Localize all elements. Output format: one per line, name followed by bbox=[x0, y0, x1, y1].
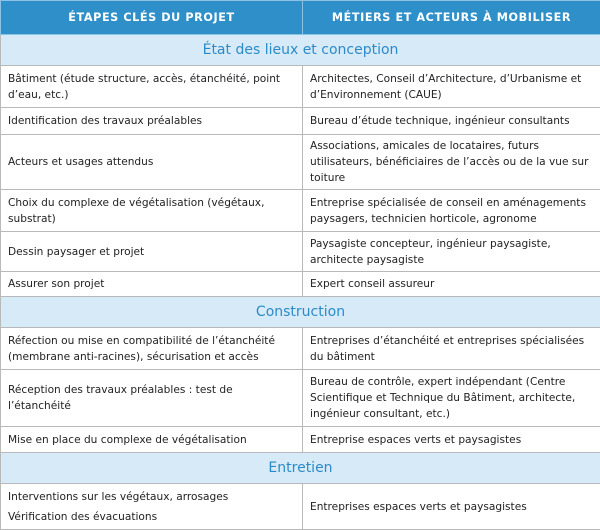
table-row bbox=[1, 484, 600, 530]
table-row bbox=[1, 427, 600, 453]
step-cell: Assurer son projet bbox=[1, 272, 303, 297]
step-cell: Mise en place du complexe de végétalisation bbox=[1, 427, 303, 453]
actors-cell: Entreprises d’étanchéité et entreprises spécialisées du bâtiment bbox=[303, 328, 600, 370]
table-row bbox=[1, 66, 600, 108]
step-line: Vérification des évacuations bbox=[8, 509, 295, 525]
table-row bbox=[1, 370, 600, 427]
header-actors: MÉTIERS ET ACTEURS À MOBILISER bbox=[303, 1, 600, 35]
actors-cell: Associations, amicales de locataires, futurs utilisateurs, bénéficiaires de l’accès ou de la vue sur toiture bbox=[303, 135, 600, 190]
step-cell: Dessin paysager et projet bbox=[1, 232, 303, 272]
step-cell: Bâtiment (étude structure, accès, étanchéité, point d’eau, etc.) bbox=[1, 66, 303, 108]
table-row bbox=[1, 232, 600, 272]
table-row bbox=[1, 190, 600, 232]
actors-cell: Entreprises espaces verts et paysagistes bbox=[303, 484, 600, 530]
step-cell: Choix du complexe de végétalisation (végétaux, substrat) bbox=[1, 190, 303, 232]
table-row bbox=[1, 328, 600, 370]
section-row bbox=[1, 297, 600, 328]
actors-cell: Expert conseil assureur bbox=[303, 272, 600, 297]
step-cell: Identification des travaux préalables bbox=[1, 108, 303, 135]
header-row bbox=[1, 1, 600, 35]
actors-cell: Entreprise espaces verts et paysagistes bbox=[303, 427, 600, 453]
step-cell: Réception des travaux préalables : test de l’étanchéité bbox=[1, 370, 303, 427]
section-construction: Construction bbox=[1, 297, 600, 328]
step-line: Interventions sur les végétaux, arrosages bbox=[8, 489, 295, 505]
actors-cell: Bureau d’étude technique, ingénieur consultants bbox=[303, 108, 600, 135]
step-cell: Réfection ou mise en compatibilité de l’étanchéité (membrane anti-racines), sécurisation et accès bbox=[1, 328, 303, 370]
step-cell: Acteurs et usages attendus bbox=[1, 135, 303, 190]
section-row bbox=[1, 453, 600, 484]
table-row bbox=[1, 108, 600, 135]
section-entretien: Entretien bbox=[1, 453, 600, 484]
table-row bbox=[1, 135, 600, 190]
table-row bbox=[1, 272, 600, 297]
section-row bbox=[1, 35, 600, 66]
section-etat-des-lieux: État des lieux et conception bbox=[1, 35, 600, 66]
actors-cell: Entreprise spécialisée de conseil en aménagements paysagers, technicien horticole, agronome bbox=[303, 190, 600, 232]
actors-cell: Paysagiste concepteur, ingénieur paysagiste, architecte paysagiste bbox=[303, 232, 600, 272]
actors-cell: Bureau de contrôle, expert indépendant (Centre Scientifique et Technique du Bâtiment, architecte, ingénieur consultant, etc.) bbox=[303, 370, 600, 427]
step-cell bbox=[1, 484, 303, 530]
header-steps: ÉTAPES CLÉS DU PROJET bbox=[1, 1, 303, 35]
actors-cell: Architectes, Conseil d’Architecture, d’Urbanisme et d’Environnement (CAUE) bbox=[303, 66, 600, 108]
